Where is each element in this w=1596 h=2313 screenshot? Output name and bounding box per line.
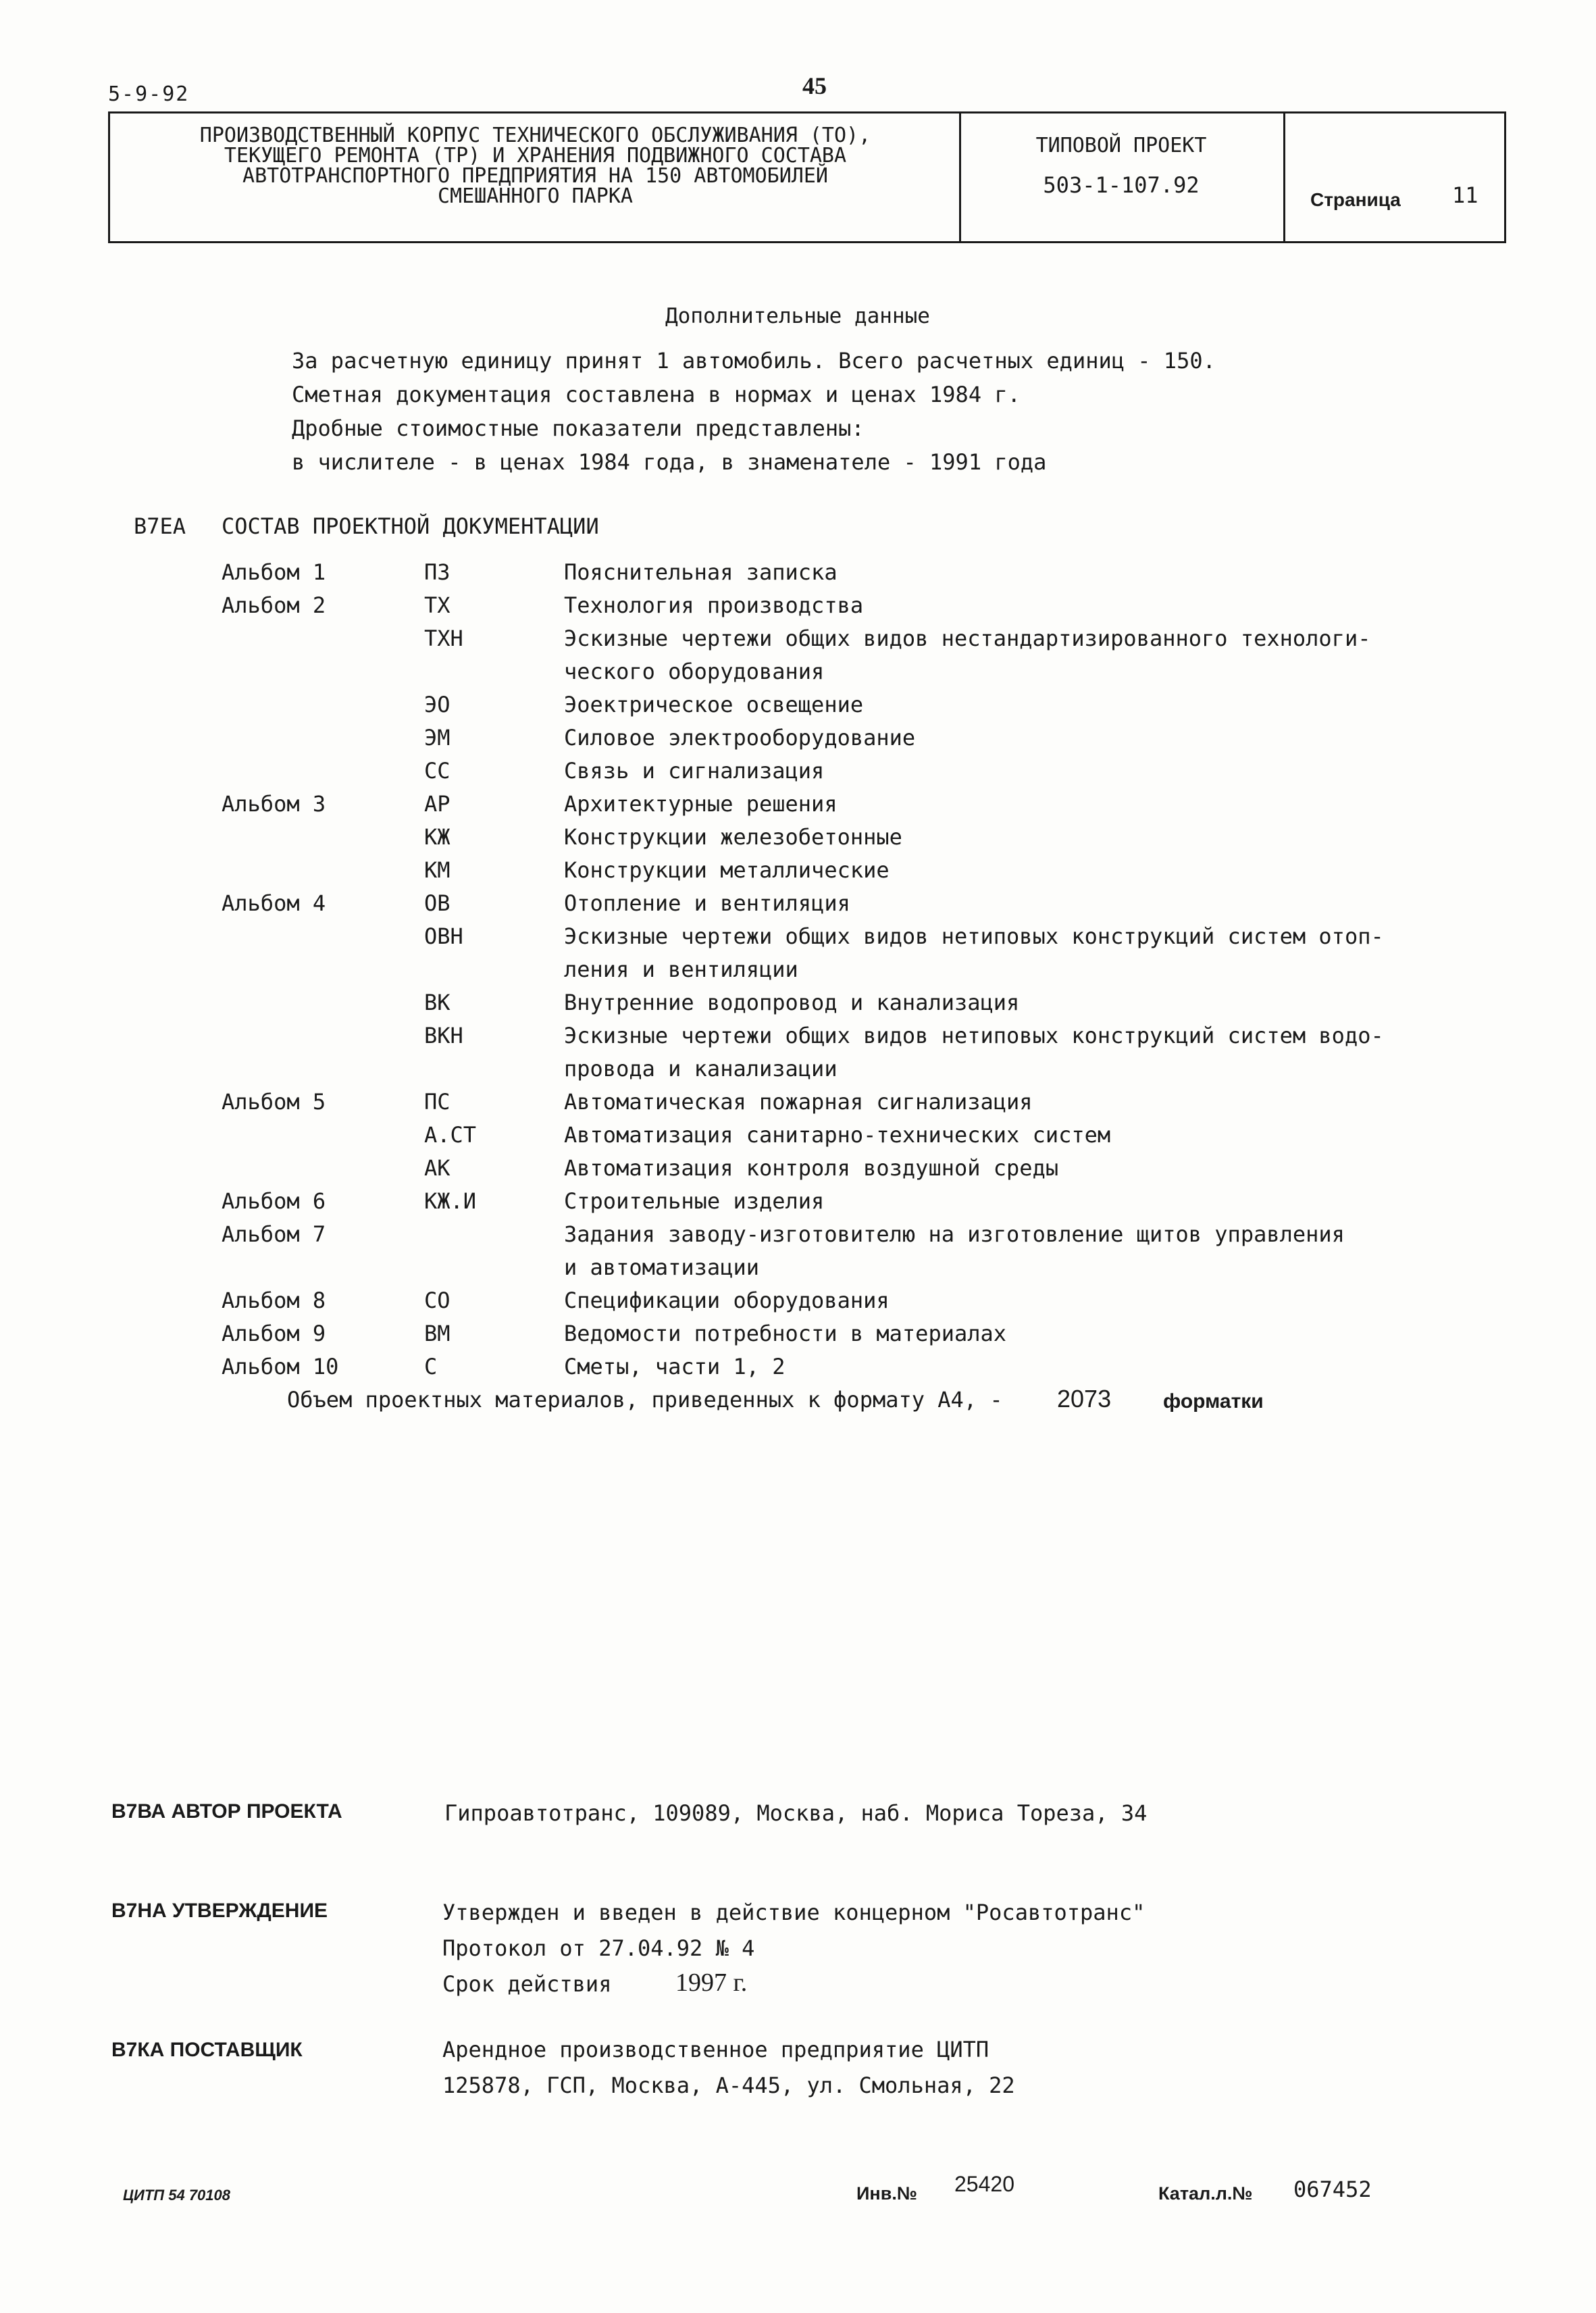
document-code: ВКН [424, 1023, 463, 1048]
project-title [115, 126, 956, 207]
author-label: В7ВА АВТОР ПРОЕКТА [111, 1800, 342, 1823]
additional-data-line: в числителе - в ценах 1984 года, в знаменателе - 1991 года [292, 449, 1047, 475]
additional-data-line: За расчетную единицу принят 1 автомобиль. Всего расчетных единиц - 150. [292, 348, 1216, 374]
document-description: ческого оборудования [564, 659, 825, 684]
document-description: Автоматизация контроля воздушной среды [564, 1155, 1059, 1181]
inventory-label: Инв.№ [856, 2183, 917, 2204]
document-description: Сметы, части 1, 2 [564, 1354, 786, 1379]
volume-value: 2073 [1057, 1385, 1112, 1413]
additional-data-title: Дополнительные данные [665, 304, 930, 328]
document-code: КЖ [424, 824, 451, 850]
document-description: Задания заводу-изготовителю на изготовление щитов управления [564, 1221, 1345, 1247]
document-code: СС [424, 758, 451, 784]
page-label: Страница [1310, 189, 1401, 210]
document-description: Отопление и вентиляция [564, 890, 850, 916]
document-description: Силовое электрооборудование [564, 725, 916, 751]
document-description: Эскизные чертежи общих видов нетиповых конструкций систем водо- [564, 1023, 1384, 1048]
approval-label: В7НА УТВЕРЖДЕНИЕ [111, 1900, 328, 1922]
document-code: СО [424, 1288, 451, 1313]
volume-text: Объем проектных материалов, приведенных к формату А4, - [287, 1387, 1003, 1413]
inventory-value: 25420 [954, 2172, 1014, 2196]
document-code: ПЗ [424, 559, 451, 585]
document-description: Архитектурные решения [564, 791, 838, 817]
document-code: С [424, 1354, 438, 1379]
document-code: АК [424, 1155, 451, 1181]
document-description: и автоматизации [564, 1254, 759, 1280]
footer-print-code: ЦИТП 54 70108 [123, 2187, 230, 2204]
document-code: ОВ [424, 890, 451, 916]
document-description: Внутренние водопровод и канализация [564, 990, 1020, 1015]
supplier-name: Арендное производственное предприятие ЦИТП [442, 2037, 989, 2062]
document-description: Конструкции металлические [564, 857, 890, 883]
album-label: Альбом 10 [222, 1354, 339, 1379]
document-code: ПС [424, 1089, 451, 1115]
document-description: Автоматическая пожарная сигнализация [564, 1089, 1033, 1115]
project-title-line: АВТОТРАНСПОРТНОГО ПРЕДПРИЯТИЯ НА 150 АВТОМОБИЛЕЙ [242, 164, 828, 188]
supplier-label: В7КА ПОСТАВЩИК [111, 2039, 303, 2061]
document-description: Эскизные чертежи общих видов нестандартизированного технологи- [564, 626, 1371, 651]
project-title-line: СМЕШАННОГО ПАРКА [438, 184, 633, 208]
album-label: Альбом 6 [222, 1188, 326, 1214]
document-code: ТХН [424, 626, 463, 651]
section-title: СОСТАВ ПРОЕКТНОЙ ДОКУМЕНТАЦИИ [222, 513, 599, 539]
volume-unit: форматки [1163, 1390, 1264, 1413]
album-label: Альбом 2 [222, 592, 326, 618]
page-value: 11 [1452, 182, 1478, 208]
document-code: ЭО [424, 692, 451, 717]
additional-data-line: Сметная документация составлена в нормах и ценах 1984 г. [292, 382, 1021, 407]
project-title-line: ТЕКУЩЕГО РЕМОНТА (ТР) И ХРАНЕНИЯ ПОДВИЖНОГО СОСТАВА [224, 144, 847, 168]
album-label: Альбом 8 [222, 1288, 326, 1313]
approval-protocol: Протокол от 27.04.92 № 4 [442, 1935, 755, 1961]
approval-line: Утвержден и введен в действие концерном "Росавтотранс" [442, 1900, 1145, 1925]
document-code: КЖ.И [424, 1188, 477, 1214]
document-description: Строительные изделия [564, 1188, 825, 1214]
catalog-label: Катал.л.№ [1158, 2183, 1253, 2204]
album-label: Альбом 9 [222, 1321, 326, 1346]
document-description: ления и вентиляции [564, 957, 798, 982]
document-code: ВМ [424, 1321, 451, 1346]
document-description: Эскизные чертежи общих видов нетиповых конструкций систем отоп- [564, 923, 1384, 949]
header-divider [1283, 111, 1285, 243]
album-label: Альбом 5 [222, 1089, 326, 1115]
catalog-value: 067452 [1293, 2177, 1372, 2202]
document-description: Спецификации оборудования [564, 1288, 890, 1313]
project-title-line: ПРОИЗВОДСТВЕННЫЙ КОРПУС ТЕХНИЧЕСКОГО ОБСЛУЖИВАНИЯ (ТО), [199, 124, 871, 147]
document-code: КМ [424, 857, 451, 883]
document-description: Связь и сигнализация [564, 758, 825, 784]
header-divider [959, 111, 961, 243]
album-label: Альбом 7 [222, 1221, 326, 1247]
document-code: ЭМ [424, 725, 451, 751]
supplier-address: 125878, ГСП, Москва, А-445, ул. Смольная, 22 [442, 2073, 1015, 2098]
document-description: провода и канализации [564, 1056, 838, 1082]
document-code: ОВН [424, 923, 463, 949]
project-type-label: ТИПОВОЙ ПРОЕКТ [1035, 134, 1207, 157]
album-label: Альбом 3 [222, 791, 326, 817]
validity-value: 1997 г. [675, 1968, 748, 1997]
document-code: ТХ [424, 592, 451, 618]
document-description: Технология производства [564, 592, 864, 618]
document-code: ВК [424, 990, 451, 1015]
document-code: А.СТ [424, 1122, 477, 1148]
document-description: Ведомости потребности в материалах [564, 1321, 1007, 1346]
section-code: В7ЕА [134, 513, 186, 539]
document-description: Эоектрическое освещение [564, 692, 864, 717]
document-code: 5-9-92 [108, 82, 190, 106]
project-number: 503-1-107.92 [1043, 172, 1200, 198]
sheet-number: 45 [802, 72, 827, 99]
document-description: Автоматизация санитарно-технических систем [564, 1122, 1111, 1148]
document-description: Конструкции железобетонные [564, 824, 902, 850]
album-label: Альбом 1 [222, 559, 326, 585]
additional-data-line: Дробные стоимостные показатели представлены: [292, 415, 865, 441]
document-code: АР [424, 791, 451, 817]
author-text: Гипроавтотранс, 109089, Москва, наб. Мориса Тореза, 34 [444, 1800, 1148, 1826]
document-description: Пояснительная записка [564, 559, 838, 585]
validity-label: Срок действия [442, 1971, 612, 1997]
album-label: Альбом 4 [222, 890, 326, 916]
